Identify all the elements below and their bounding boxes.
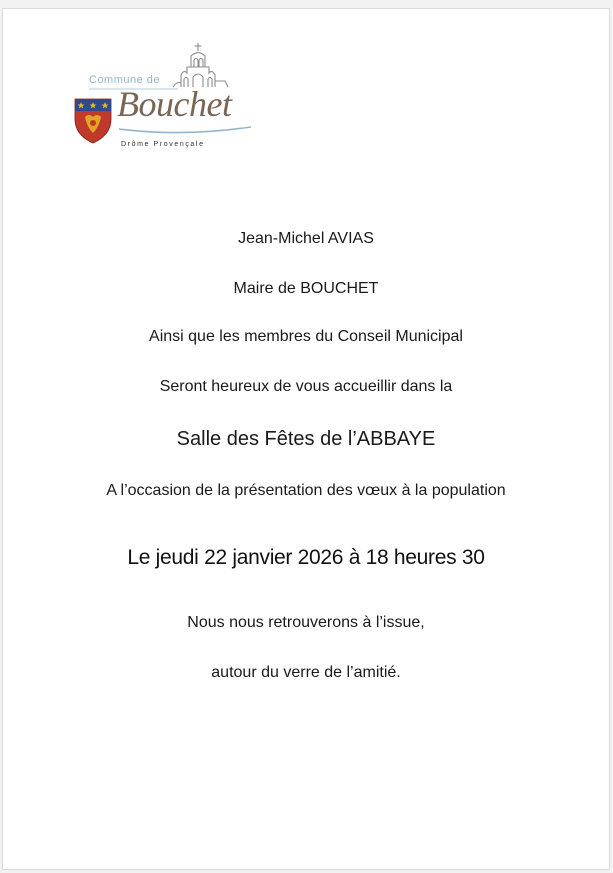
commune-logo: [73, 37, 263, 162]
event-datetime: Le jeudi 22 janvier 2026 à 18 heures 30: [127, 546, 485, 569]
host-name: Jean-Michel AVIAS: [238, 230, 374, 247]
closing-line-2: autour du verre de l’amitié.: [211, 664, 401, 681]
logo-commune-name: Bouchet: [117, 84, 232, 124]
logo-commune-label: Commune de: [89, 74, 161, 86]
venue-line: Salle des Fêtes de l’ABBAYE: [176, 428, 436, 450]
occasion-line: A l’occasion de la présentation des vœux à la population: [106, 482, 506, 499]
closing-line-1: Nous nous retrouverons à l’issue,: [187, 614, 425, 631]
host-title: Maire de BOUCHET: [233, 280, 379, 297]
welcome-line: Seront heureux de vous accueillir dans la: [159, 378, 453, 395]
logo-region-label: Drôme Provençale: [121, 141, 205, 148]
document-page: [2, 8, 610, 870]
council-line: Ainsi que les membres du Conseil Municipal: [149, 328, 463, 345]
